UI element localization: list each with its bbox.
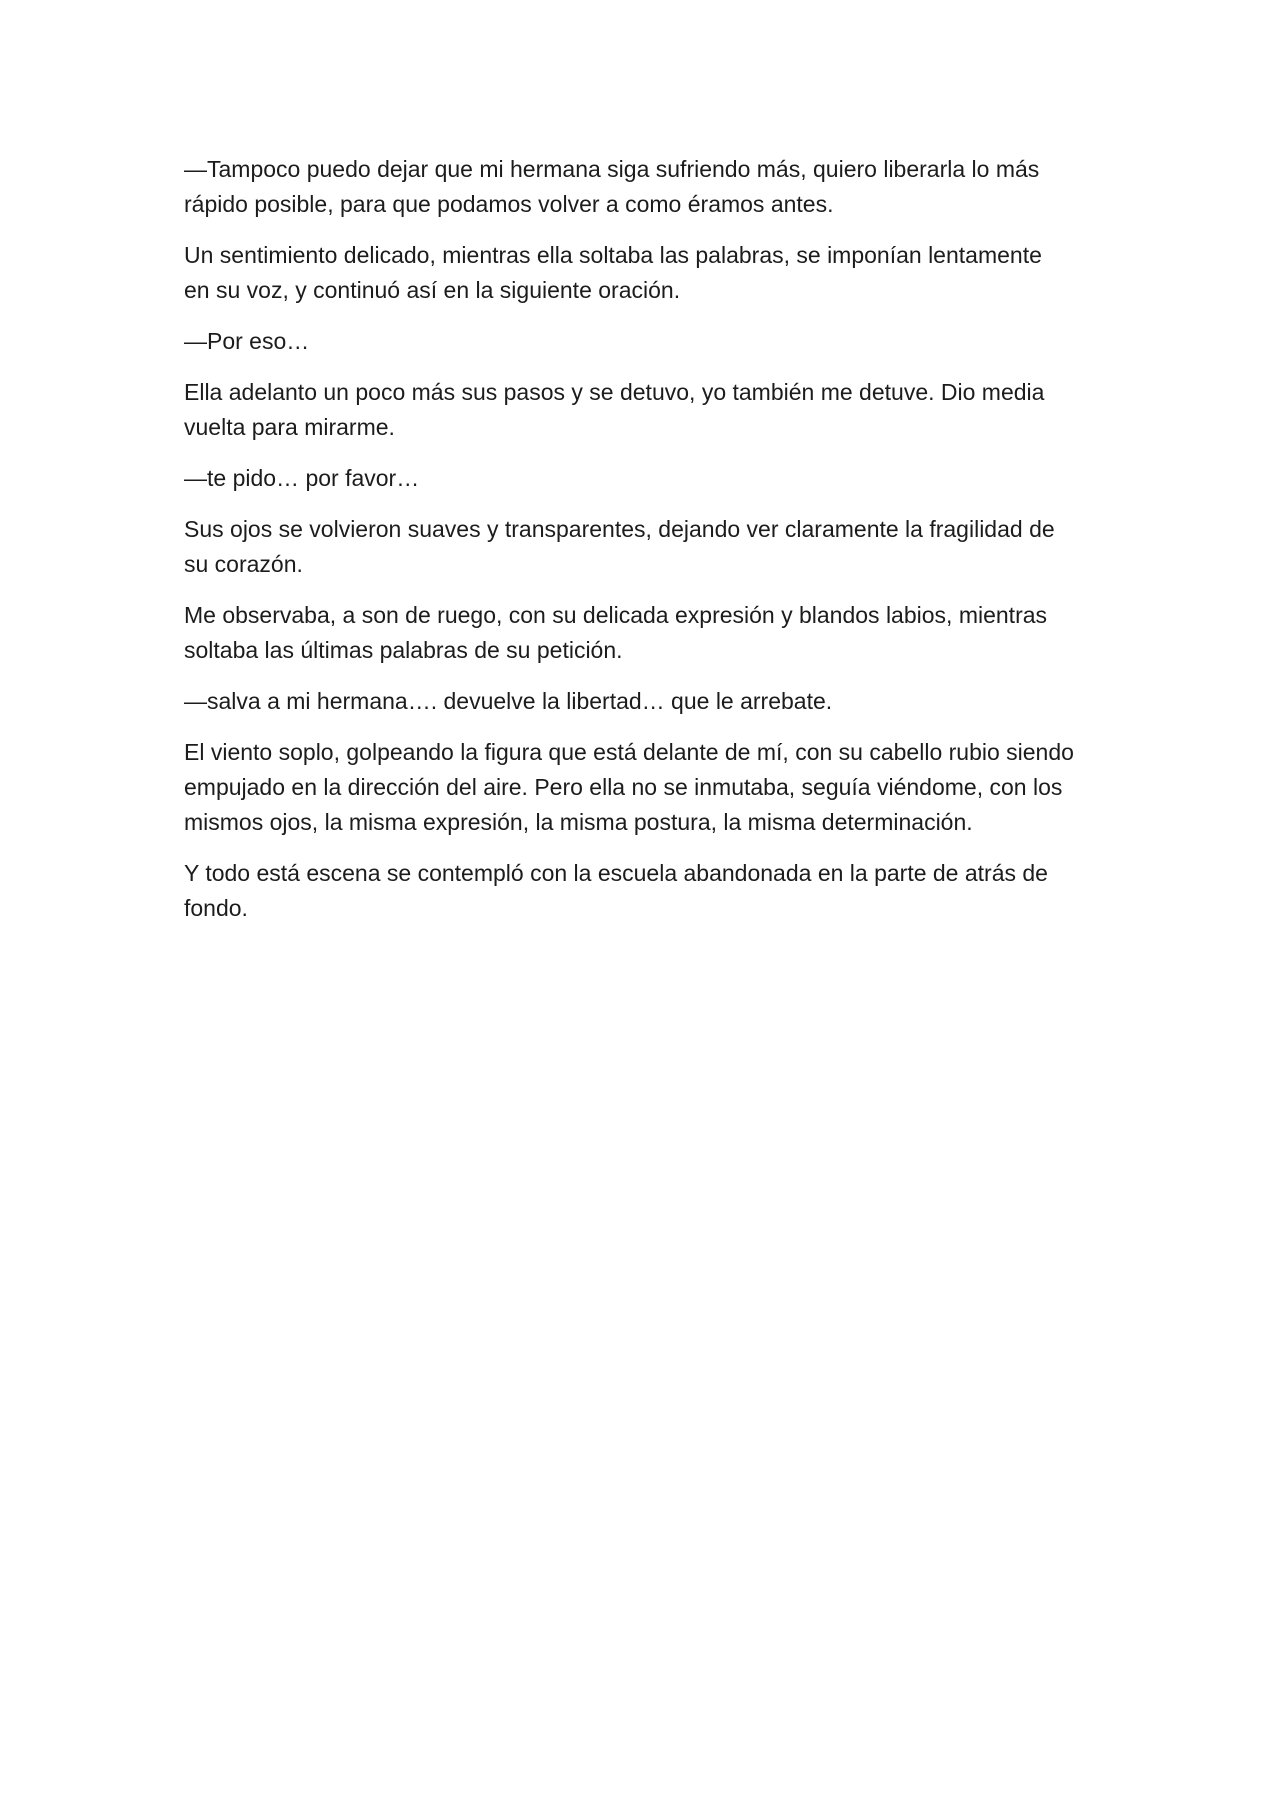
paragraph-narration: Un sentimiento delicado, mientras ella soltaba las palabras, se imponían lentamente en su voz, y continuó así en la siguiente oración. bbox=[184, 242, 1042, 303]
paragraph-narration: Sus ojos se volvieron suaves y transparentes, dejando ver claramente la fragilidad de su corazón. bbox=[184, 516, 1055, 577]
paragraph-narration: Ella adelanto un poco más sus pasos y se detuvo, yo también me detuve. Dio media vuelta para mirarme. bbox=[184, 379, 1045, 440]
paragraph-dialogue: —Tampoco puedo dejar que mi hermana siga sufriendo más, quiero liberarla lo más rápido posible, para que podamos volver a como éramos antes. bbox=[184, 156, 1040, 217]
paragraph-narration: El viento soplo, golpeando la figura que está delante de mí, con su cabello rubio siendo empujado en la dirección del aire. Pero ella no se inmutaba, seguía viéndome, con los mismos ojos, la misma expresión, la misma postura, la misma determinación. bbox=[184, 739, 1074, 835]
document-body bbox=[184, 152, 1104, 942]
paragraph-narration: Y todo está escena se contempló con la escuela abandonada en la parte de atrás de fondo. bbox=[184, 860, 1048, 921]
paragraph-dialogue: —Por eso… bbox=[184, 328, 310, 354]
paragraph-dialogue: —te pido… por favor… bbox=[184, 465, 420, 491]
paragraph-narration: Me observaba, a son de ruego, con su delicada expresión y blandos labios, mientras soltaba las últimas palabras de su petición. bbox=[184, 602, 1048, 663]
paragraph-dialogue: —salva a mi hermana…. devuelve la libertad… que le arrebate. bbox=[184, 688, 833, 714]
